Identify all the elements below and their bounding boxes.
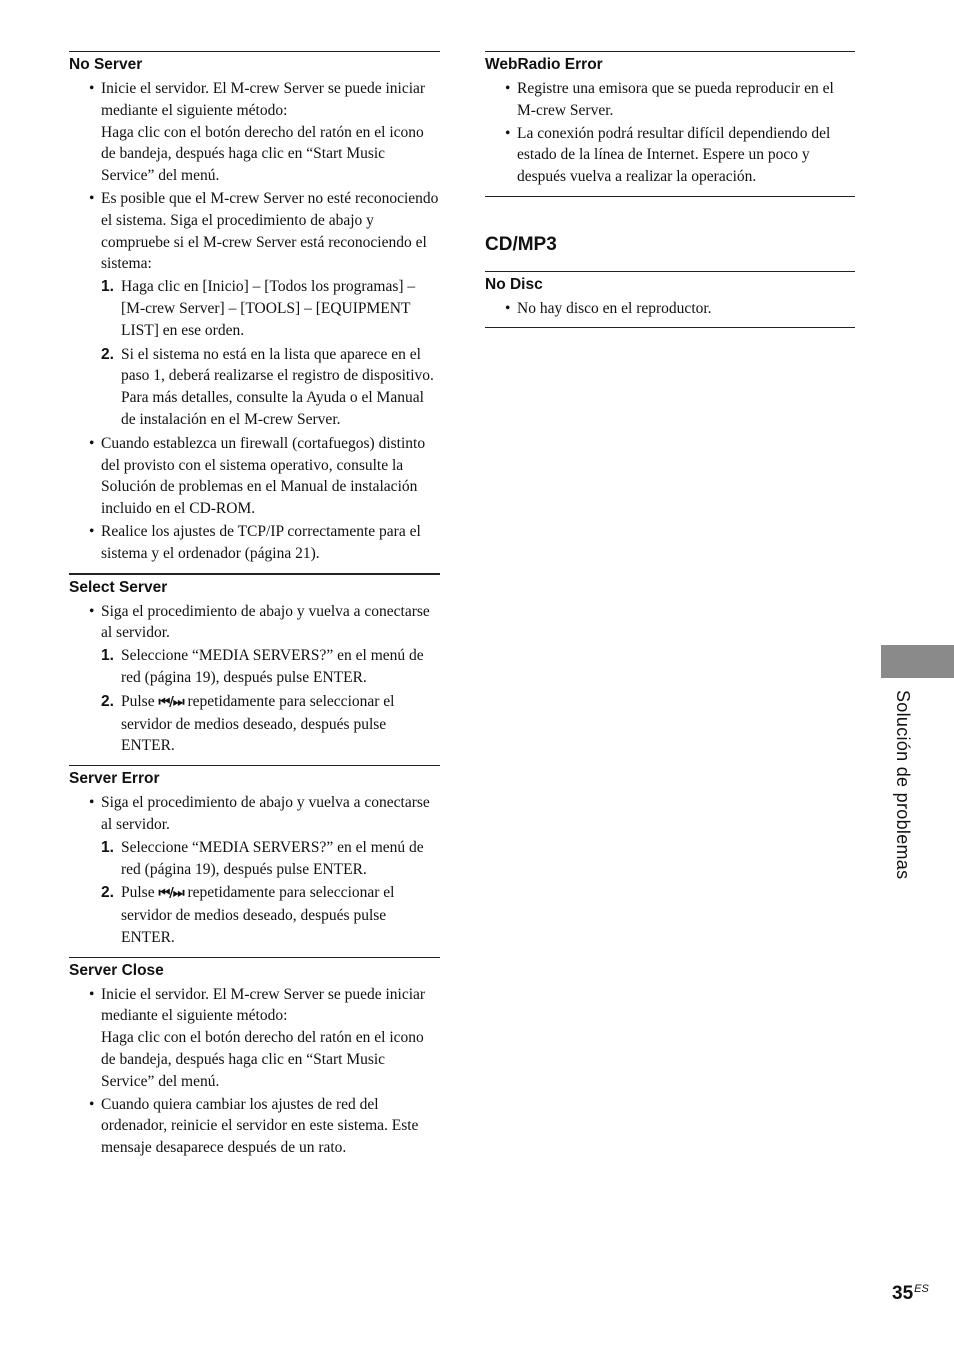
step-text: Si el sistema no está en la lista que aparece en el paso 1, deberá realizarse el registro de dispositivo. Para más detalles, consulte la Ayuda o el Manual de instalación en el M-crew Server. (121, 345, 434, 428)
section-no-disc (485, 271, 855, 320)
list-item (485, 78, 855, 122)
section-select-server (69, 573, 440, 758)
step-number: 2. (101, 345, 114, 363)
section-title: Server Error (69, 770, 160, 788)
step-text: Seleccione “MEDIA SERVERS?” en el menú de red (página 19), después pulse ENTER. (121, 838, 424, 878)
step-text: Seleccione “MEDIA SERVERS?” en el menú de red (página 19), después pulse ENTER. (121, 647, 424, 686)
section-title: WebRadio Error (485, 56, 603, 73)
list-item (69, 984, 440, 1093)
list-item (485, 298, 855, 320)
step-item (69, 691, 440, 757)
step-text: Pulse (121, 692, 155, 710)
list-item (485, 123, 855, 188)
skip-prev-next-icon: ⏮/⏭ (158, 694, 184, 710)
section-webradio-error (485, 51, 855, 188)
bullet-text: Haga clic con el botón derecho del ratón en el icono de bandeja, después haga clic en “Start Music Service” del menú. (101, 123, 424, 185)
step-list (69, 276, 440, 431)
bullet-text: • Siga el procedimiento de abajo y vuelva a conectarse al servidor. (101, 602, 430, 642)
list-item (69, 188, 440, 275)
step-text: repetidamente para seleccionar el servidor de medios deseado, después pulse ENTER. (121, 884, 395, 946)
step-text: Haga clic en [Inicio] – [Todos los programas] – [M-crew Server] – [TOOLS] – [EQUIPMENT LIST] en ese orden. (121, 278, 416, 339)
step-text: repetidamente para seleccionar el servidor de medios deseado, después pulse ENTER. (121, 692, 395, 755)
section-title: No Disc (485, 275, 543, 293)
list-item (69, 521, 440, 565)
side-tab (881, 645, 954, 678)
bullet-text: • Inicie el servidor. El M-crew Server se puede iniciar mediante el siguiente método: (101, 80, 426, 119)
divider (485, 327, 855, 328)
step-item (69, 645, 440, 689)
page-number (892, 1283, 929, 1305)
step-number: 1. (101, 278, 114, 296)
step-number: 2. (101, 884, 114, 902)
section-server-error (69, 765, 440, 949)
section-title: Select Server (69, 578, 168, 596)
section-title: Server Close (69, 961, 164, 979)
section-title: No Server (69, 56, 143, 73)
step-number: 1. (101, 647, 114, 665)
bullet-text: • Cuando quiera cambiar los ajustes de red del ordenador, reinicie el servidor en este sistema. Este mensaje desaparece después de un rato. (101, 1095, 419, 1157)
step-number: 2. (101, 692, 114, 710)
step-item (69, 276, 440, 341)
section-server-close (69, 957, 440, 1159)
divider (485, 196, 855, 197)
bullet-text: • No hay disco en el reproductor. (517, 299, 712, 317)
list-item (69, 433, 440, 520)
list-item (69, 78, 440, 187)
bullet-text: • Realice los ajustes de TCP/IP correctamente para el sistema y el ordenador (página 21). (101, 522, 421, 562)
bullet-text: • Cuando establezca un firewall (cortafuegos) distinto del provisto con el sistema operativo, consulte la Solución de problemas en el Manual de instalación incluido en el CD-ROM. (101, 434, 426, 518)
step-item (69, 344, 440, 431)
section-no-server (69, 51, 440, 565)
bullet-text: • La conexión podrá resultar difícil dependiendo del estado de la línea de Internet. Espere un poco y después vuelva a realizar la operación. (517, 124, 831, 186)
bullet-text: • Inicie el servidor. El M-crew Server se puede iniciar mediante el siguiente método: (101, 985, 426, 1025)
step-item (69, 882, 440, 948)
step-text: Pulse (121, 884, 155, 902)
page-number-value: 35 (892, 1283, 914, 1304)
cd-mp3-heading: CD/MP3 (485, 233, 557, 255)
bullet-text: • Siga el procedimiento de abajo y vuelva a conectarse al servidor. (101, 794, 430, 833)
step-list (69, 645, 440, 757)
list-item (69, 1094, 440, 1159)
bullet-text: Haga clic con el botón derecho del ratón en el icono de bandeja, después haga clic en “Start Music Service” del menú. (101, 1029, 424, 1090)
side-tab-label: Solución de problemas (893, 690, 913, 880)
left-column (69, 51, 440, 1160)
step-item (69, 837, 440, 881)
right-column (485, 51, 855, 328)
step-list (69, 837, 440, 949)
list-item (69, 601, 440, 645)
bullet-text: • Es posible que el M-crew Server no esté reconociendo el sistema. Siga el procedimiento de abajo y compruebe si el M-crew Server está reconociendo el sistema: (101, 189, 439, 273)
page-suffix: ES (914, 1283, 929, 1295)
list-item (69, 792, 440, 836)
skip-prev-next-icon: ⏮/⏭ (158, 886, 184, 902)
bullet-text: • Registre una emisora que se pueda reproducir en el M-crew Server. (517, 80, 834, 119)
step-number: 1. (101, 838, 114, 856)
